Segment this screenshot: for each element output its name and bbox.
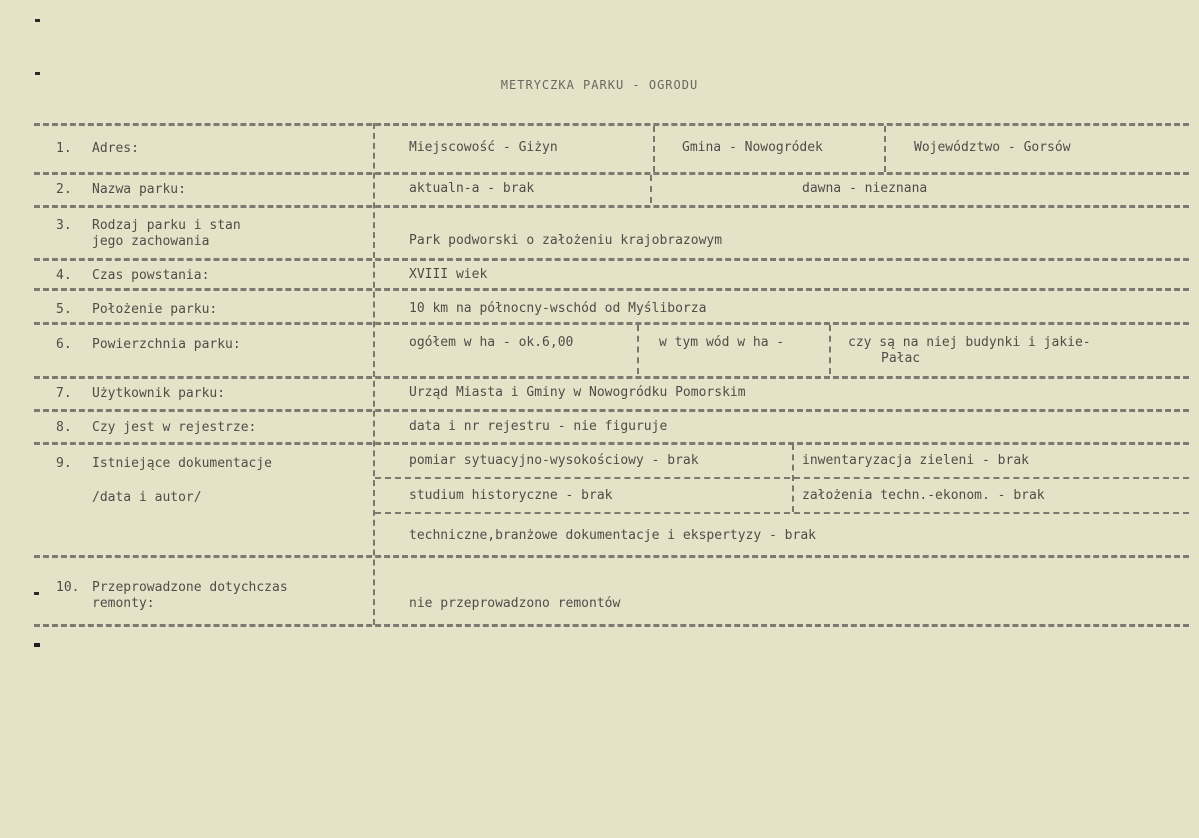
row-number: 8. <box>56 420 72 435</box>
cell-value: techniczne,branżowe dokumentacje i ekspertyzy - brak <box>409 528 816 543</box>
cell-value: Pałac <box>881 351 921 366</box>
cell-value: w tym wód w ha - <box>659 335 785 350</box>
column-divider <box>650 175 652 203</box>
cell-value: pomiar sytuacyjno-wysokościowy - brak <box>409 453 699 468</box>
cell-value: aktualn-a - brak <box>409 181 535 196</box>
table-rule <box>34 555 1189 558</box>
cell-value: nie przeprowadzono remontów <box>409 596 621 611</box>
row-number: 3. <box>56 218 72 233</box>
cell-value: Województwo - Gorsów <box>914 140 1071 155</box>
column-divider <box>884 126 886 172</box>
row-label: remonty: <box>92 596 155 611</box>
margin-mark <box>34 643 40 647</box>
table-rule <box>34 288 1189 291</box>
cell-value: ogółem w ha - ok.6,00 <box>409 335 574 350</box>
cell-value: dawna - nieznana <box>802 181 928 196</box>
cell-value: data i nr rejestru - nie figuruje <box>409 419 668 434</box>
row-label: Czy jest w rejestrze: <box>92 420 257 435</box>
cell-value: Miejscowość - Giżyn <box>409 140 558 155</box>
margin-mark <box>35 72 40 75</box>
column-divider <box>653 126 655 172</box>
table-rule <box>34 624 1189 627</box>
column-divider <box>829 325 831 374</box>
row-number: 10. <box>56 580 80 595</box>
row-label: Czas powstania: <box>92 268 210 283</box>
row-number: 1. <box>56 141 72 156</box>
row-label: Powierzchnia parku: <box>92 337 241 352</box>
row-number: 9. <box>56 456 72 471</box>
table-rule <box>34 409 1189 412</box>
row-number: 6. <box>56 337 72 352</box>
row-label: Istniejące dokumentacje <box>92 456 273 471</box>
column-divider <box>792 444 794 512</box>
margin-mark <box>35 19 40 22</box>
row-label: Nazwa parku: <box>92 182 186 197</box>
cell-value: Park podworski o założeniu krajobrazowym <box>409 233 723 248</box>
table-rule <box>34 123 1189 126</box>
cell-value: XVIII wiek <box>409 267 488 282</box>
cell-value: założenia techn.-ekonom. - brak <box>802 488 1045 503</box>
cell-value: Urząd Miasta i Gminy w Nowogródku Pomorskim <box>409 385 746 400</box>
cell-value: studium historyczne - brak <box>409 488 613 503</box>
table-rule <box>34 322 1189 325</box>
cell-value: Gmina - Nowogródek <box>682 140 823 155</box>
row-label: /data i autor/ <box>92 490 202 505</box>
table-rule <box>375 512 1189 514</box>
row-label: jego zachowania <box>92 234 210 249</box>
table-rule <box>34 205 1189 208</box>
row-label: Położenie parku: <box>92 302 218 317</box>
row-number: 5. <box>56 302 72 317</box>
table-rule <box>34 376 1189 379</box>
row-label: Adres: <box>92 141 139 156</box>
table-rule <box>34 172 1189 175</box>
margin-mark <box>34 592 39 595</box>
document-title: METRYCZKA PARKU - OGRODU <box>500 78 699 92</box>
cell-value: inwentaryzacja zieleni - brak <box>802 453 1029 468</box>
row-number: 4. <box>56 268 72 283</box>
column-divider <box>637 325 639 374</box>
table-rule <box>34 442 1189 445</box>
row-label: Przeprowadzone dotychczas <box>92 580 288 595</box>
cell-value: 10 km na północny-wschód od Myśliborza <box>409 301 707 316</box>
row-label: Użytkownik parku: <box>92 386 226 401</box>
row-label: Rodzaj parku i stan <box>92 218 241 233</box>
row-number: 7. <box>56 386 72 401</box>
cell-value: czy są na niej budynki i jakie- <box>848 335 1091 350</box>
table-rule <box>34 258 1189 261</box>
column-divider <box>373 123 375 625</box>
table-rule <box>375 477 1189 479</box>
row-number: 2. <box>56 182 72 197</box>
